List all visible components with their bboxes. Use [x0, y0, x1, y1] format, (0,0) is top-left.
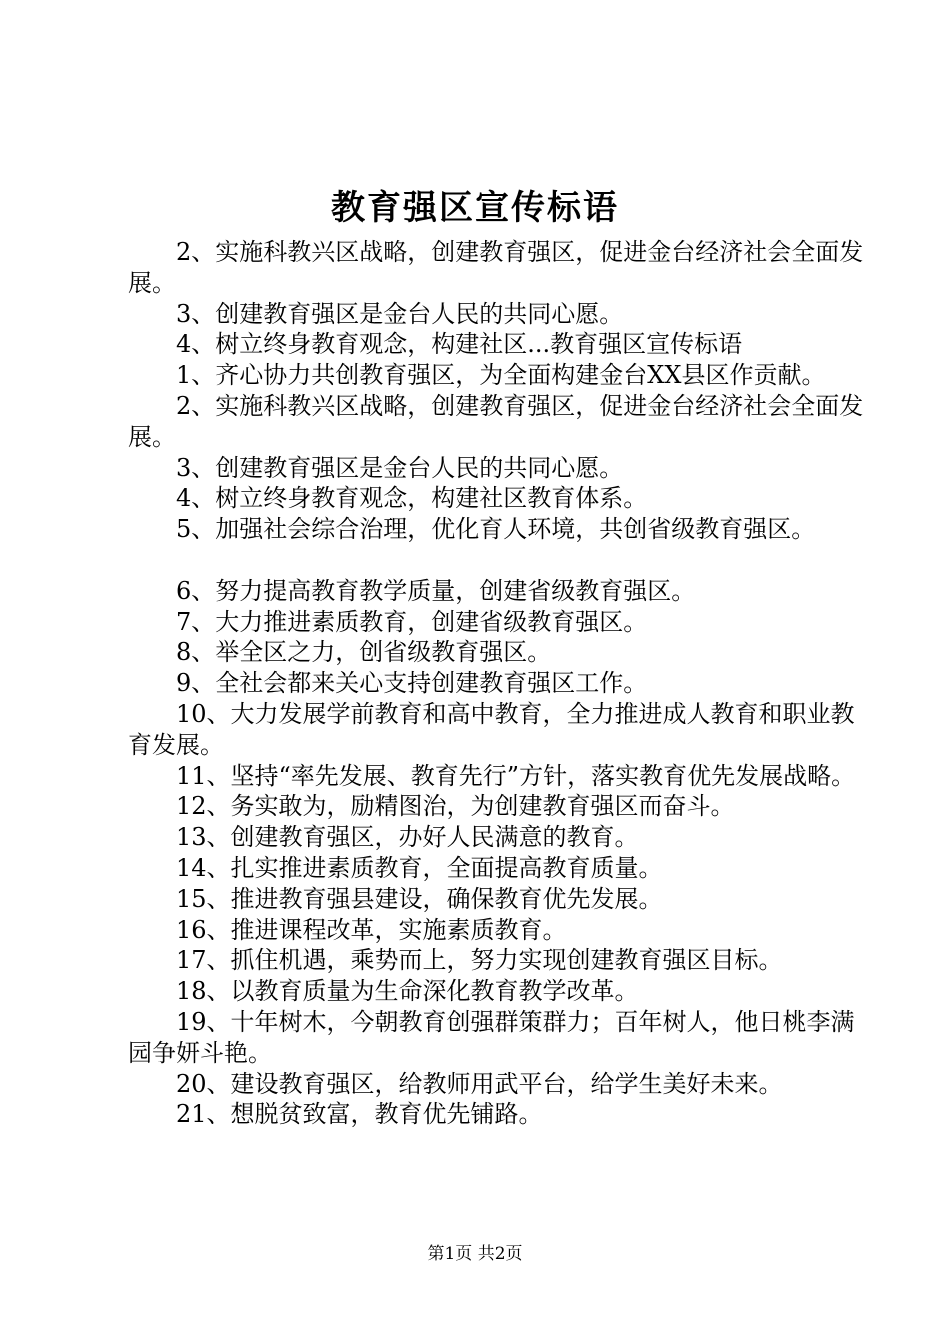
paragraph: 1、齐心协力共创教育强区，为全面构建金台XX县区作贡献。 — [176, 361, 826, 390]
paragraph: 14、扎实推进素质教育，全面提高教育质量。 — [176, 853, 663, 882]
paragraph: 17、抓住机遇，乘势而上，努力实现创建教育强区目标。 — [176, 946, 783, 975]
paragraph: 3、创建教育强区是金台人民的共同心愿。 — [176, 299, 624, 328]
paragraph: 2、实施科教兴区战略，创建教育强区，促进金台经济社会全面发展。 — [128, 238, 864, 297]
paragraph: 11、坚持“率先发展、教育先行”方针，落实教育优先发展战略。 — [176, 761, 856, 790]
paragraph: 7、大力推进素质教育，创建省级教育强区。 — [176, 607, 648, 636]
paragraph: 4、树立终身教育观念，构建社区...教育强区宣传标语 — [176, 330, 743, 359]
paragraph: 9、全社会都来关心支持创建教育强区工作。 — [176, 669, 648, 698]
paragraph: 10、大力发展学前教育和高中教育，全力推进成人教育和职业教育发展。 — [128, 699, 855, 759]
page-title: 教育强区宣传标语 — [331, 188, 619, 228]
paragraph: 18、以教育质量为生命深化教育教学改革。 — [176, 977, 639, 1006]
paragraph: 20、建设教育强区，给教师用武平台，给学生美好未来。 — [176, 1069, 783, 1098]
paragraph: 16、推进课程改革，实施素质教育。 — [176, 915, 567, 944]
paragraph: 3、创建教育强区是金台人民的共同心愿。 — [176, 453, 624, 482]
paragraph: 15、推进教育强县建设，确保教育优先发展。 — [176, 884, 663, 913]
paragraph: 6、努力提高教育教学质量，创建省级教育强区。 — [176, 576, 696, 605]
paragraph: 21、想脱贫致富，教育优先铺路。 — [176, 1100, 543, 1129]
paragraph: 12、务实敢为，励精图治，为创建教育强区而奋斗。 — [176, 792, 735, 821]
document-body — [128, 237, 868, 1130]
paragraph: 2、实施科教兴区战略，创建教育强区，促进金台经济社会全面发展。 — [128, 391, 864, 451]
paragraph: 19、十年树木，今朝教育创强群策群力；百年树人，他日桃李满园争妍斗艳。 — [128, 1007, 855, 1067]
paragraph: 4、树立终身教育观念，构建社区教育体系。 — [176, 484, 648, 513]
paragraph: 13、创建教育强区，办好人民满意的教育。 — [176, 823, 639, 852]
paragraph-spacer — [128, 545, 868, 576]
paragraph: 5、加强社会综合治理，优化育人环境，共创省级教育强区。 — [176, 515, 816, 544]
paragraph: 8、举全区之力，创省级教育强区。 — [176, 638, 552, 667]
page-number-footer: 第1页 共2页 — [427, 1244, 523, 1264]
